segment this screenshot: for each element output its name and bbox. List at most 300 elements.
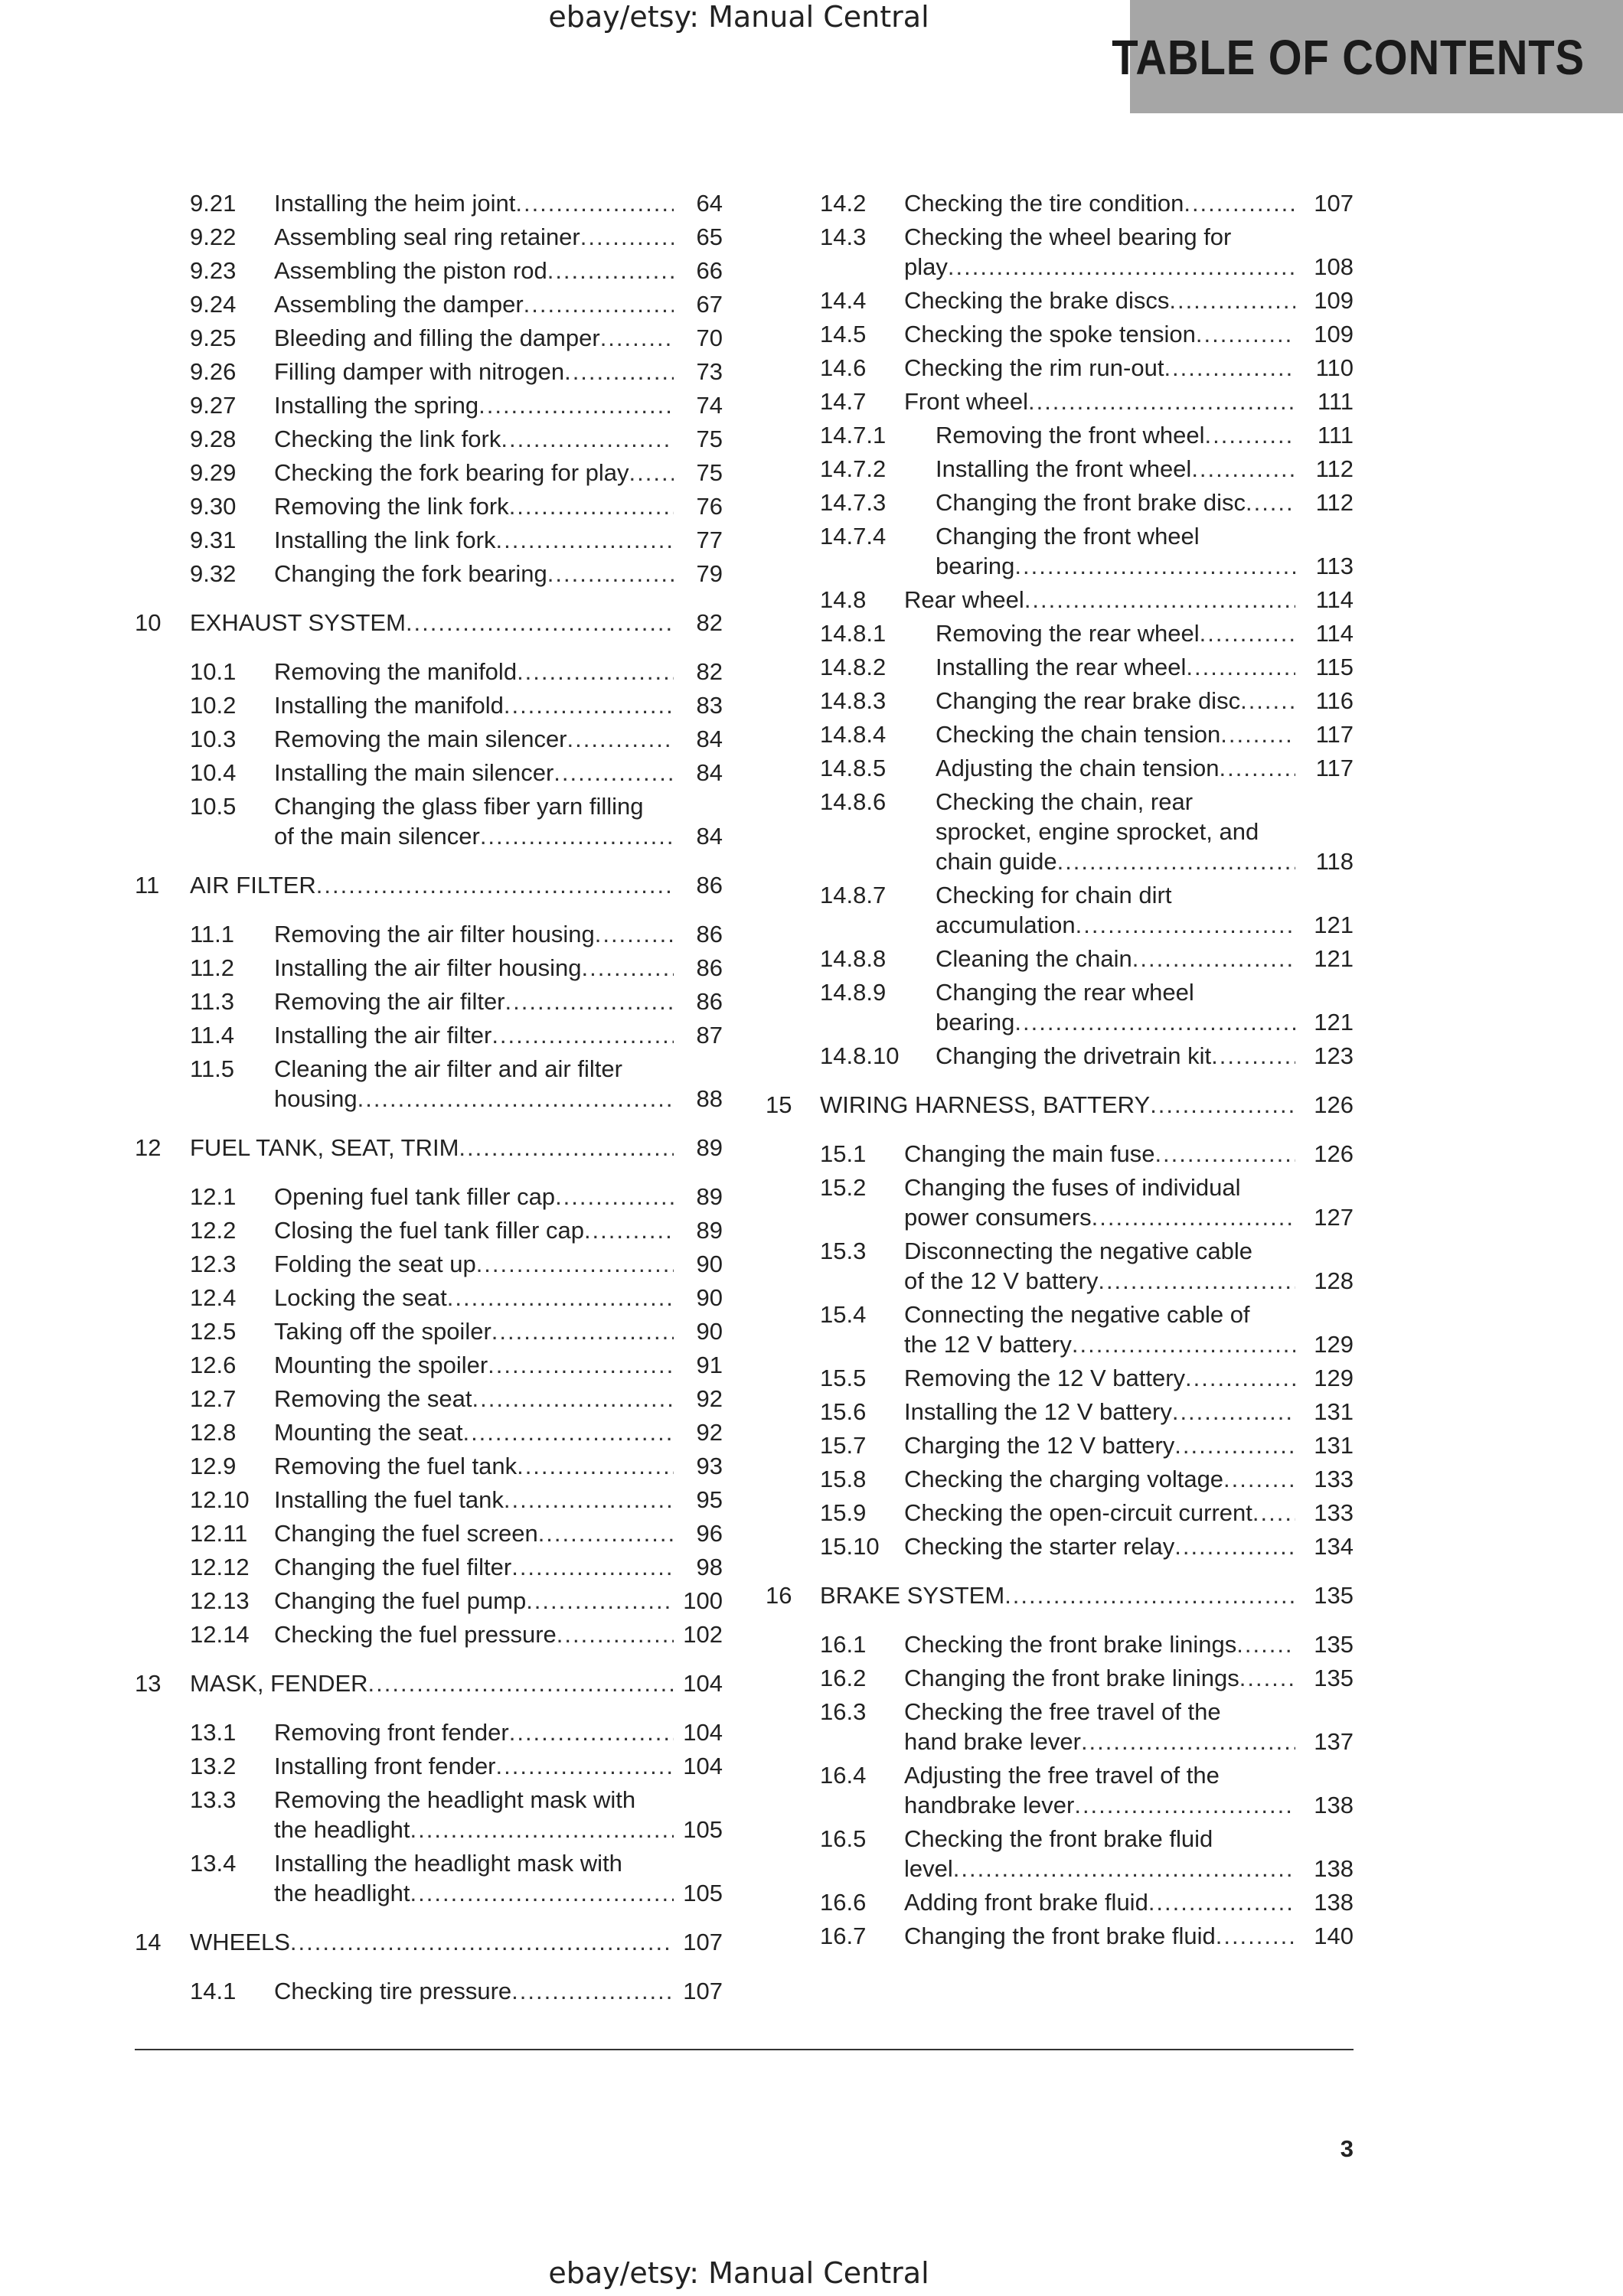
toc-entry-number: 10.4 bbox=[190, 759, 237, 786]
toc-entry-number: 15.6 bbox=[820, 1398, 867, 1425]
toc-entry-title-line: Installing the air filter bbox=[274, 1022, 492, 1049]
toc-entry-number: 9.27 bbox=[190, 392, 237, 419]
toc-entry-title bbox=[936, 1041, 1295, 1071]
toc-entry-title bbox=[904, 1629, 1295, 1659]
toc-entry-number: 10.1 bbox=[190, 658, 237, 685]
toc-entry-number: 15.1 bbox=[820, 1140, 867, 1167]
toc-entry-number: 9.23 bbox=[190, 257, 237, 284]
toc-entry-page: 118 bbox=[1315, 848, 1354, 875]
toc-entry-title bbox=[936, 944, 1295, 974]
toc-entry-title-line: of the main silencer bbox=[274, 823, 480, 850]
toc-entry-title bbox=[904, 1300, 1295, 1359]
toc-entry-page: 66 bbox=[696, 257, 723, 284]
dot-leader bbox=[1074, 1790, 1295, 1820]
toc-entry-number: 11.3 bbox=[190, 988, 235, 1015]
toc-entry-title-line: Installing the spring bbox=[274, 392, 479, 419]
toc-entry-page: 108 bbox=[1314, 253, 1354, 280]
toc-entry-number: 9.26 bbox=[190, 358, 237, 385]
toc-entry-page: 117 bbox=[1315, 755, 1354, 781]
toc-entry-page: 112 bbox=[1315, 489, 1354, 516]
toc-entry-number: 12 bbox=[135, 1134, 162, 1161]
toc-entry-page: 79 bbox=[696, 560, 723, 587]
toc-entry-title bbox=[904, 222, 1295, 282]
toc-entry-title-line: Removing front fender bbox=[274, 1719, 509, 1746]
dot-leader bbox=[1072, 1329, 1295, 1359]
dot-leader bbox=[1174, 1430, 1295, 1460]
toc-entry-title-line: housing bbox=[274, 1085, 358, 1112]
toc-entry-number: 14.8.4 bbox=[820, 721, 887, 748]
toc-entry-title bbox=[904, 1397, 1295, 1427]
toc-entry-page: 86 bbox=[696, 954, 723, 981]
toc-entry-title-line: Changing the main fuse bbox=[904, 1140, 1155, 1167]
toc-entry-number: 13.4 bbox=[190, 1850, 237, 1877]
toc-entry-title-line: Checking the fork bearing for play bbox=[274, 459, 629, 486]
toc-entry-number: 14.6 bbox=[820, 354, 867, 381]
toc-entry-number: 12.9 bbox=[190, 1453, 237, 1479]
page-title: TABLE OF CONTENTS bbox=[1112, 30, 1585, 85]
toc-entry-number: 14.8.6 bbox=[820, 788, 887, 815]
toc-entry-title-line: Removing the air filter housing bbox=[274, 921, 595, 947]
toc-entry-title-line: handbrake lever bbox=[904, 1792, 1075, 1818]
toc-entry-title-line: Checking the chain tension bbox=[936, 721, 1221, 748]
toc-entry-title-line: Checking the rim run-out bbox=[904, 354, 1164, 381]
toc-entry-page: 114 bbox=[1315, 586, 1354, 613]
dot-leader bbox=[1024, 585, 1295, 615]
toc-entry-number: 14.7 bbox=[820, 388, 867, 415]
toc-entry-title-line: Adding front brake fluid bbox=[904, 1889, 1148, 1916]
toc-entry-title bbox=[904, 1921, 1295, 1951]
toc-entry-page: 114 bbox=[1315, 620, 1354, 647]
toc-entry-title-line: Adjusting the chain tension bbox=[936, 755, 1220, 781]
toc-entry-title-line: bearing bbox=[936, 1009, 1015, 1035]
toc-entry-title-line: Installing the 12 V battery bbox=[904, 1398, 1172, 1425]
toc-entry-page: 137 bbox=[1314, 1728, 1354, 1755]
toc-entry-page: 138 bbox=[1314, 1855, 1354, 1882]
toc-entry-page: 95 bbox=[696, 1486, 723, 1513]
toc-entry-number: 14 bbox=[135, 1929, 162, 1955]
toc-entry-number: 16.4 bbox=[820, 1762, 867, 1789]
toc-entry-number: 16.1 bbox=[820, 1631, 867, 1658]
dot-leader bbox=[1081, 1727, 1295, 1756]
toc-entry-title-line: Removing the rear wheel bbox=[936, 620, 1200, 647]
dot-leader bbox=[1200, 618, 1295, 648]
toc-entry-title-line: WHEELS bbox=[190, 1929, 290, 1955]
toc-entry-title-line: Changing the fuel screen bbox=[274, 1520, 538, 1547]
toc-entry-title-line: Removing the headlight mask with bbox=[274, 1786, 636, 1813]
toc-entry-page: 116 bbox=[1315, 687, 1354, 714]
toc-entry-number: 12.13 bbox=[190, 1587, 250, 1614]
toc-entry-page: 84 bbox=[696, 823, 723, 850]
toc-entry-number: 13.1 bbox=[190, 1719, 237, 1746]
toc-entry-title-line: Checking tire pressure bbox=[274, 1978, 512, 2004]
toc-entry-title-line: Changing the fork bearing bbox=[274, 560, 547, 587]
toc-entry-title bbox=[904, 1663, 1295, 1693]
toc-entry-title-line: Closing the fuel tank filler cap bbox=[274, 1217, 584, 1244]
toc-entry-number: 12.14 bbox=[190, 1621, 250, 1648]
toc-entry-page: 140 bbox=[1314, 1923, 1354, 1949]
toc-entry-number: 14.7.1 bbox=[820, 422, 887, 448]
dot-leader bbox=[1098, 1266, 1295, 1296]
toc-entry-number: 15.8 bbox=[820, 1466, 867, 1492]
toc-entry-page: 127 bbox=[1314, 1204, 1354, 1231]
toc-entry-title-line: bearing bbox=[936, 553, 1015, 579]
toc-entry-page: 112 bbox=[1315, 455, 1354, 482]
toc-entry-title-line: Changing the front brake disc bbox=[936, 489, 1246, 516]
toc-entry-title-line: Checking the wheel bearing for bbox=[904, 223, 1232, 250]
toc-entry-page: 70 bbox=[696, 325, 723, 351]
dot-leader bbox=[1150, 1090, 1295, 1120]
toc-entry-title-line: Installing the heim joint bbox=[274, 190, 516, 217]
toc-entry-title-line: Disconnecting the negative cable bbox=[904, 1238, 1252, 1264]
toc-entry-number: 13.3 bbox=[190, 1786, 237, 1813]
dot-leader bbox=[1239, 1663, 1295, 1693]
toc-entry-page: 121 bbox=[1314, 1009, 1354, 1035]
toc-entry-page: 135 bbox=[1314, 1582, 1354, 1609]
toc-entry-title bbox=[820, 1580, 1295, 1610]
toc-entry-number: 12.12 bbox=[190, 1554, 250, 1580]
toc-entry-number: 12.3 bbox=[190, 1251, 237, 1277]
toc-entry-page: 109 bbox=[1314, 287, 1354, 314]
dot-leader bbox=[1220, 753, 1295, 783]
toc-entry-title-line: Removing the air filter bbox=[274, 988, 505, 1015]
toc-entry-title bbox=[904, 1760, 1295, 1820]
toc-entry-number: 11.1 bbox=[190, 921, 235, 947]
toc-entry-title-line: the 12 V battery bbox=[904, 1331, 1072, 1358]
toc-entry-page: 86 bbox=[696, 872, 723, 899]
dot-leader bbox=[1236, 1629, 1295, 1659]
toc-entry-number: 14.3 bbox=[820, 223, 867, 250]
toc-entry-title bbox=[904, 1531, 1295, 1561]
toc-entry-number: 11.2 bbox=[190, 954, 235, 981]
toc-entry-title-line: Checking for chain dirt bbox=[936, 882, 1172, 908]
toc-entry-number: 14.7.2 bbox=[820, 455, 887, 482]
toc-entry-title-line: AIR FILTER bbox=[190, 872, 316, 899]
toc-entry-title bbox=[904, 1824, 1295, 1883]
toc-entry-page: 111 bbox=[1317, 388, 1354, 415]
toc-entry-title-line: Removing the manifold bbox=[274, 658, 518, 685]
toc-entry-title-line: Changing the front brake linings bbox=[904, 1665, 1239, 1691]
toc-entry-page: 128 bbox=[1314, 1267, 1354, 1294]
dot-leader bbox=[948, 252, 1295, 282]
dot-leader bbox=[953, 1854, 1295, 1883]
toc-entry-title-line: of the 12 V battery bbox=[904, 1267, 1099, 1294]
dot-leader bbox=[1185, 1363, 1295, 1393]
toc-entry-number: 11.4 bbox=[190, 1022, 235, 1049]
toc-entry-title-line: Checking the open-circuit current bbox=[904, 1499, 1252, 1526]
toc-entry-page: 117 bbox=[1315, 721, 1354, 748]
toc-entry-page: 76 bbox=[696, 493, 723, 520]
toc-entry-page: 107 bbox=[1314, 190, 1354, 217]
toc-entry-title-line: Cleaning the chain bbox=[936, 945, 1132, 972]
toc-entry-page: 126 bbox=[1314, 1091, 1354, 1118]
toc-entry-page: 87 bbox=[696, 1022, 723, 1049]
toc-entry-number: 14.8.7 bbox=[820, 882, 887, 908]
toc-entry-title bbox=[904, 188, 1295, 218]
toc-entry-page: 75 bbox=[696, 459, 723, 486]
toc-entry-page: 138 bbox=[1314, 1792, 1354, 1818]
toc-entry-title-line: Installing the manifold bbox=[274, 692, 504, 719]
toc-entry-number: 10 bbox=[135, 609, 162, 636]
toc-entry-number: 15.4 bbox=[820, 1301, 867, 1328]
toc-entry-number: 15.2 bbox=[820, 1174, 867, 1201]
toc-entry-number: 16.5 bbox=[820, 1825, 867, 1852]
watermark-top: ebay/etsy: Manual Central bbox=[548, 0, 929, 34]
toc-entry-title-line: Folding the seat up bbox=[274, 1251, 476, 1277]
toc-entry-title-line: Assembling the piston rod bbox=[274, 257, 547, 284]
footer-divider bbox=[135, 2049, 1354, 2050]
toc-entry-title-line: Changing the fuel filter bbox=[274, 1554, 512, 1580]
dot-leader bbox=[1057, 846, 1295, 876]
toc-entry-number: 15.7 bbox=[820, 1432, 867, 1459]
toc-entry-title-line: Checking the brake discs bbox=[904, 287, 1170, 314]
toc-entry-page: 107 bbox=[683, 1929, 723, 1955]
toc-entry-page: 82 bbox=[696, 609, 723, 636]
toc-entry-number: 16.7 bbox=[820, 1923, 867, 1949]
toc-entry-title bbox=[904, 1139, 1295, 1169]
toc-entry-page: 92 bbox=[696, 1385, 723, 1412]
toc-entry-page: 129 bbox=[1314, 1331, 1354, 1358]
toc-entry-title-line: accumulation bbox=[936, 912, 1076, 938]
toc-entry-page: 90 bbox=[696, 1318, 723, 1345]
toc-entry-page: 92 bbox=[696, 1419, 723, 1446]
toc-entry-title-line: chain guide bbox=[936, 848, 1057, 875]
dot-leader bbox=[1246, 488, 1295, 517]
toc-entry-title bbox=[936, 652, 1295, 682]
toc-entry-title-line: Checking the chain, rear bbox=[936, 788, 1194, 815]
toc-entry-page: 129 bbox=[1314, 1365, 1354, 1391]
toc-entry-page: 89 bbox=[696, 1183, 723, 1210]
toc-entry-title bbox=[904, 1464, 1295, 1494]
toc-entry-page: 131 bbox=[1314, 1398, 1354, 1425]
toc-entry-title-line: Bleeding and filling the damper bbox=[274, 325, 600, 351]
toc-entry-title-line: hand brake lever bbox=[904, 1728, 1081, 1755]
toc-entry-page: 104 bbox=[683, 1670, 723, 1697]
toc-entry-number: 16.2 bbox=[820, 1665, 867, 1691]
toc-entry-number: 15.9 bbox=[820, 1499, 867, 1526]
toc-entry-number: 15.5 bbox=[820, 1365, 867, 1391]
toc-entry-page: 100 bbox=[683, 1587, 723, 1614]
toc-entry-number: 15 bbox=[766, 1091, 792, 1118]
toc-entry-title-line: the headlight bbox=[274, 1880, 410, 1906]
toc-entry-title-line: Removing the main silencer bbox=[274, 726, 567, 752]
dot-leader bbox=[1220, 719, 1295, 749]
toc-entry-title-line: Changing the glass fiber yarn filling bbox=[274, 793, 644, 820]
toc-entry-number: 9.30 bbox=[190, 493, 237, 520]
toc-entry-page: 77 bbox=[696, 527, 723, 553]
toc-entry-page: 113 bbox=[1315, 553, 1354, 579]
toc-entry-page: 74 bbox=[696, 392, 723, 419]
toc-entry-title-line: Removing the link fork bbox=[274, 493, 509, 520]
dot-leader bbox=[1148, 1887, 1295, 1917]
toc-entry-title-line: Mounting the seat bbox=[274, 1419, 463, 1446]
dot-leader bbox=[1014, 1007, 1295, 1037]
dot-leader bbox=[1211, 1041, 1295, 1071]
toc-entry-page: 104 bbox=[683, 1753, 723, 1779]
toc-entry-title bbox=[904, 1172, 1295, 1232]
dot-leader bbox=[1223, 1464, 1295, 1494]
toc-entry-page: 135 bbox=[1314, 1631, 1354, 1658]
toc-entry-title-line: Adjusting the free travel of the bbox=[904, 1762, 1220, 1789]
toc-entry-title bbox=[936, 719, 1295, 749]
toc-entry-number: 14.8.5 bbox=[820, 755, 887, 781]
toc-entry-title-line: Checking the link fork bbox=[274, 426, 501, 452]
toc-entry-title-line: Changing the rear wheel bbox=[936, 979, 1194, 1006]
toc-entry-number: 10.2 bbox=[190, 692, 237, 719]
toc-entry-number: 12.4 bbox=[190, 1284, 237, 1311]
toc-entry-number: 14.8.2 bbox=[820, 654, 887, 680]
toc-entry-number: 15.3 bbox=[820, 1238, 867, 1264]
toc-entry-title-line: Removing the front wheel bbox=[936, 422, 1205, 448]
toc-entry-title-line: Assembling the damper bbox=[274, 291, 524, 318]
toc-entry-page: 111 bbox=[1317, 422, 1354, 448]
toc-entry-number: 14.2 bbox=[820, 190, 867, 217]
toc-entry-number: 11.5 bbox=[190, 1055, 235, 1082]
toc-entry-page: 133 bbox=[1314, 1499, 1354, 1526]
toc-entry-number: 12.2 bbox=[190, 1217, 237, 1244]
dot-leader bbox=[1164, 353, 1295, 383]
toc-entry-page: 121 bbox=[1314, 945, 1354, 972]
toc-entry-page: 91 bbox=[696, 1352, 723, 1378]
dot-leader bbox=[1191, 454, 1295, 484]
toc-entry-number: 11 bbox=[135, 872, 160, 899]
toc-entry-number: 12.8 bbox=[190, 1419, 237, 1446]
toc-entry-number: 14.5 bbox=[820, 321, 867, 347]
toc-entry-number: 13 bbox=[135, 1670, 162, 1697]
toc-entry-title-line: FUEL TANK, SEAT, TRIM bbox=[190, 1134, 459, 1161]
toc-entry-title-line: Removing the fuel tank bbox=[274, 1453, 518, 1479]
toc-entry-title bbox=[904, 1887, 1295, 1917]
toc-entry-page: 88 bbox=[696, 1085, 723, 1112]
toc-entry-title-line: BRAKE SYSTEM bbox=[820, 1582, 1005, 1609]
toc-entry-title-line: Connecting the negative cable of bbox=[904, 1301, 1250, 1328]
toc-entry-title bbox=[936, 977, 1295, 1037]
toc-entry-title-line: Front wheel bbox=[904, 388, 1028, 415]
toc-entry-title-line: Installing the air filter housing bbox=[274, 954, 582, 981]
toc-entry-title-line: power consumers bbox=[904, 1204, 1092, 1231]
toc-entry-title bbox=[936, 686, 1295, 716]
toc-entry-page: 89 bbox=[696, 1134, 723, 1161]
toc-entry-title bbox=[904, 1430, 1295, 1460]
toc-entry-number: 12.1 bbox=[190, 1183, 237, 1210]
toc-entry-title-line: Taking off the spoiler bbox=[274, 1318, 491, 1345]
toc-entry-title bbox=[936, 420, 1295, 450]
toc-entry-number: 14.4 bbox=[820, 287, 867, 314]
toc-entry-page: 73 bbox=[696, 358, 723, 385]
toc-entry-page: 126 bbox=[1314, 1140, 1354, 1167]
toc-entry-title-line: Changing the front wheel bbox=[936, 523, 1200, 550]
toc-entry-number: 9.28 bbox=[190, 426, 237, 452]
toc-entry-page: 134 bbox=[1314, 1533, 1354, 1560]
toc-entry-title bbox=[936, 488, 1295, 517]
toc-entry-page: 65 bbox=[696, 223, 723, 250]
toc-entry-number: 16 bbox=[766, 1582, 792, 1609]
toc-entry-title-line: Changing the front brake fluid bbox=[904, 1923, 1216, 1949]
toc-entry-number: 13.2 bbox=[190, 1753, 237, 1779]
toc-entry-title bbox=[904, 1498, 1295, 1528]
toc-entry-number: 15.10 bbox=[820, 1533, 880, 1560]
toc-entry-page: 75 bbox=[696, 426, 723, 452]
toc-entry-title-line: Changing the fuel pump bbox=[274, 1587, 527, 1614]
toc-entry-title bbox=[936, 454, 1295, 484]
toc-entry-title-line: Locking the seat bbox=[274, 1284, 447, 1311]
toc-entry-page: 104 bbox=[683, 1719, 723, 1746]
toc-entry-page: 98 bbox=[696, 1554, 723, 1580]
toc-entry-page: 105 bbox=[683, 1816, 723, 1843]
toc-entry-page: 84 bbox=[696, 726, 723, 752]
toc-entry-title-line: MASK, FENDER bbox=[190, 1670, 368, 1697]
dot-leader bbox=[1184, 188, 1295, 218]
toc-entry-page: 96 bbox=[696, 1520, 723, 1547]
page-number: 3 bbox=[1340, 2135, 1354, 2162]
toc-entry-title bbox=[904, 319, 1295, 349]
toc-entry-number: 14.1 bbox=[190, 1978, 237, 2004]
dot-leader bbox=[1132, 944, 1295, 974]
toc-entry-title-line: Checking the spoke tension bbox=[904, 321, 1196, 347]
toc-entry-number: 9.29 bbox=[190, 459, 237, 486]
toc-entry-page: 102 bbox=[683, 1621, 723, 1648]
toc-entry-number: 9.22 bbox=[190, 223, 237, 250]
toc-entry-page: 133 bbox=[1314, 1466, 1354, 1492]
toc-entry-number: 9.21 bbox=[190, 190, 237, 217]
toc-entry-title bbox=[904, 386, 1295, 416]
toc-entry-number: 9.24 bbox=[190, 291, 237, 318]
toc-entry-page: 105 bbox=[683, 1880, 723, 1906]
toc-entry-page: 110 bbox=[1315, 354, 1354, 381]
toc-entry-title-line: Checking the front brake fluid bbox=[904, 1825, 1213, 1852]
dot-leader bbox=[1014, 551, 1295, 581]
toc-entry-title-line: level bbox=[904, 1855, 953, 1882]
toc-entry-page: 121 bbox=[1314, 912, 1354, 938]
toc-entry-number: 12.5 bbox=[190, 1318, 237, 1345]
toc-entry-title-line: play bbox=[904, 253, 948, 280]
toc-entry-number: 14.8.3 bbox=[820, 687, 887, 714]
toc-entry-number: 12.11 bbox=[190, 1520, 248, 1547]
toc-entry-number: 14.8.1 bbox=[820, 620, 887, 647]
toc-entry-title bbox=[904, 285, 1295, 315]
toc-entry-title bbox=[820, 1090, 1295, 1120]
toc-entry-title-line: Installing the headlight mask with bbox=[274, 1850, 622, 1877]
dot-leader bbox=[1240, 686, 1295, 716]
toc-entry-number: 12.7 bbox=[190, 1385, 237, 1412]
dot-leader bbox=[1169, 285, 1295, 315]
toc-entry-number: 10.3 bbox=[190, 726, 237, 752]
toc-entry-title-line: Cleaning the air filter and air filter bbox=[274, 1055, 622, 1082]
toc-entry-title bbox=[936, 880, 1295, 940]
toc-entry-number: 10.5 bbox=[190, 793, 237, 820]
dot-leader bbox=[1196, 319, 1295, 349]
toc-entry-title-line: Changing the drivetrain kit bbox=[936, 1042, 1212, 1069]
toc-entry-number: 16.6 bbox=[820, 1889, 867, 1916]
toc-entry-title-line: Installing front fender bbox=[274, 1753, 496, 1779]
toc-entry-page: 90 bbox=[696, 1251, 723, 1277]
toc-entry-title-line: Installing the rear wheel bbox=[936, 654, 1187, 680]
toc-entry-title-line: Changing the fuses of individual bbox=[904, 1174, 1241, 1201]
toc-entry-title-line: sprocket, engine sprocket, and bbox=[936, 818, 1259, 845]
toc-entry-number: 14.7.3 bbox=[820, 489, 887, 516]
toc-entry-page: 64 bbox=[696, 190, 723, 217]
toc-entry-page: 86 bbox=[696, 988, 723, 1015]
toc-entry-number: 9.32 bbox=[190, 560, 237, 587]
dot-leader bbox=[1092, 1202, 1295, 1232]
toc-entry-title-line: Charging the 12 V battery bbox=[904, 1432, 1175, 1459]
toc-entry-title-line: Checking the tire condition bbox=[904, 190, 1184, 217]
toc-entry-title-line: Changing the rear brake disc bbox=[936, 687, 1241, 714]
toc-entry-title-line: Checking the starter relay bbox=[904, 1533, 1175, 1560]
toc-entry-title bbox=[904, 585, 1295, 615]
toc-entry-title-line: Installing the main silencer bbox=[274, 759, 554, 786]
dot-leader bbox=[1076, 910, 1295, 940]
toc-entry-title bbox=[904, 1236, 1295, 1296]
